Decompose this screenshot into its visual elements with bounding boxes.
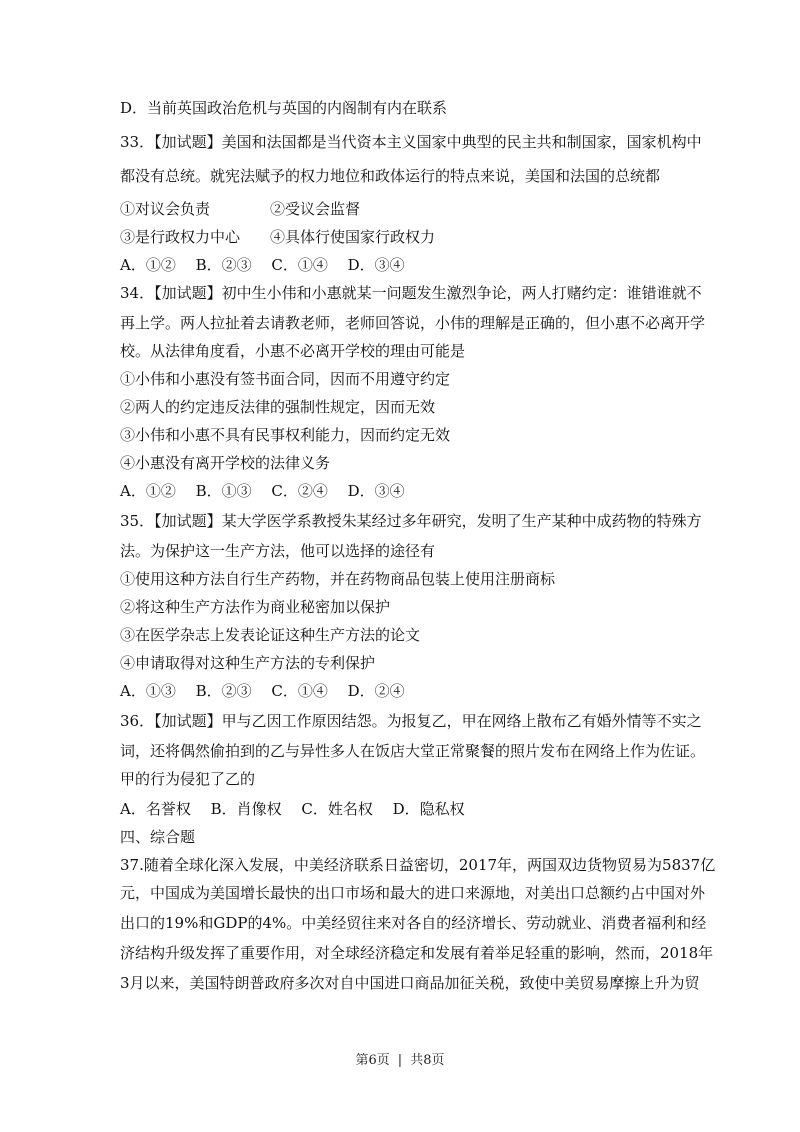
text-line: 词，还将偶然偷拍到的乙与异性多人在饭店大堂正常聚餐的照片发布在网络上作为佐证。 — [120, 742, 706, 760]
text-line: 都没有总统。就宪法赋予的权力地位和政体运行的特点来说，美国和法国的总统都 — [120, 167, 661, 185]
text-line: ②将这种生产方法作为商业秘密加以保护 — [120, 598, 391, 616]
text-line: 校。从法律角度看，小惠不必离开学校的理由可能是 — [120, 342, 466, 360]
text-line: ①小伟和小惠没有签书面合同，因而不用遵守约定 — [120, 370, 451, 388]
text-line: ①使用这种方法自行生产药物，并在药物商品包装上使用注册商标 — [120, 570, 556, 588]
text-line: ②两人的约定违反法律的强制性规定，因而无效 — [120, 398, 436, 416]
text-line: ④申请取得对这种生产方法的专利保护 — [120, 654, 376, 672]
text-line: 36．【加试题】甲与乙因工作原因结怨。为报复乙，甲在网络上散布乙有婚外情等不实之 — [120, 712, 702, 730]
text-line: 四、综合题 — [120, 828, 196, 846]
text-line: A．名誉权 B．肖像权 C．姓名权 D．隐私权 — [120, 800, 465, 818]
text-line: 33．【加试题】美国和法国都是当代资本主义国家中典型的民主共和制国家，国家机构中 — [120, 133, 702, 151]
footer-separator: | — [397, 1053, 403, 1068]
text-line: 甲的行为侵犯了乙的 — [120, 770, 256, 788]
text-line: 济结构升级发挥了重要作用，对全球经济稳定和发展有着举足轻重的影响，然而，2018年 — [120, 944, 714, 962]
text-line: ③是行政权力中心 ④具体行使国家行政权力 — [120, 228, 436, 246]
text-line: ③在医学杂志上发表论证这种生产方法的论文 — [120, 626, 421, 644]
text-line: A．①③ B．②③ C．①④ D．②④ — [120, 682, 405, 700]
text-line: 再上学。两人拉扯着去请教老师，老师回答说，小伟的理解是正确的，但小惠不必离开学 — [120, 314, 706, 332]
total-pages: 共8页 — [410, 1053, 445, 1068]
text-line: 37.随着全球化深入发展，中美经济联系日益密切，2017年，两国双边货物贸易为5837亿 — [120, 856, 716, 874]
text-line: A．①② B．②③ C．①④ D．③④ — [120, 256, 405, 274]
text-line: ④小惠没有离开学校的法律义务 — [120, 454, 331, 472]
text-line: 35．【加试题】某大学医学系教授朱某经过多年研究，发明了生产某种中成药物的特殊方 — [120, 512, 702, 530]
page-footer — [0, 1049, 800, 1068]
text-line: A．①② B．①③ C．②④ D．③④ — [120, 482, 405, 500]
text-line: 元，中国成为美国增长最快的出口市场和最大的进口来源地，对美出口总额约占中国对外 — [120, 884, 706, 902]
text-line: ①对议会负责 ②受议会监督 — [120, 200, 361, 218]
text-line: D．当前英国政治危机与英国的内阁制有内在联系 — [120, 99, 448, 117]
text-line: 34．【加试题】初中生小伟和小惠就某一问题发生激烈争论，两人打赌约定：谁错谁就不 — [120, 284, 702, 302]
text-line: 3月以来，美国特朗普政府多次对自中国进口商品加征关税，致使中美贸易摩擦上升为贸 — [120, 974, 700, 992]
text-line: 法。为保护这一生产方法，他可以选择的途径有 — [120, 542, 436, 560]
text-line: 出口的19%和GDP的4%。中美经贸往来对各自的经济增长、劳动就业、消费者福利和经 — [120, 914, 707, 932]
page-number: 第6页 — [355, 1053, 390, 1068]
text-line: ③小伟和小惠不具有民事权利能力，因而约定无效 — [120, 426, 451, 444]
